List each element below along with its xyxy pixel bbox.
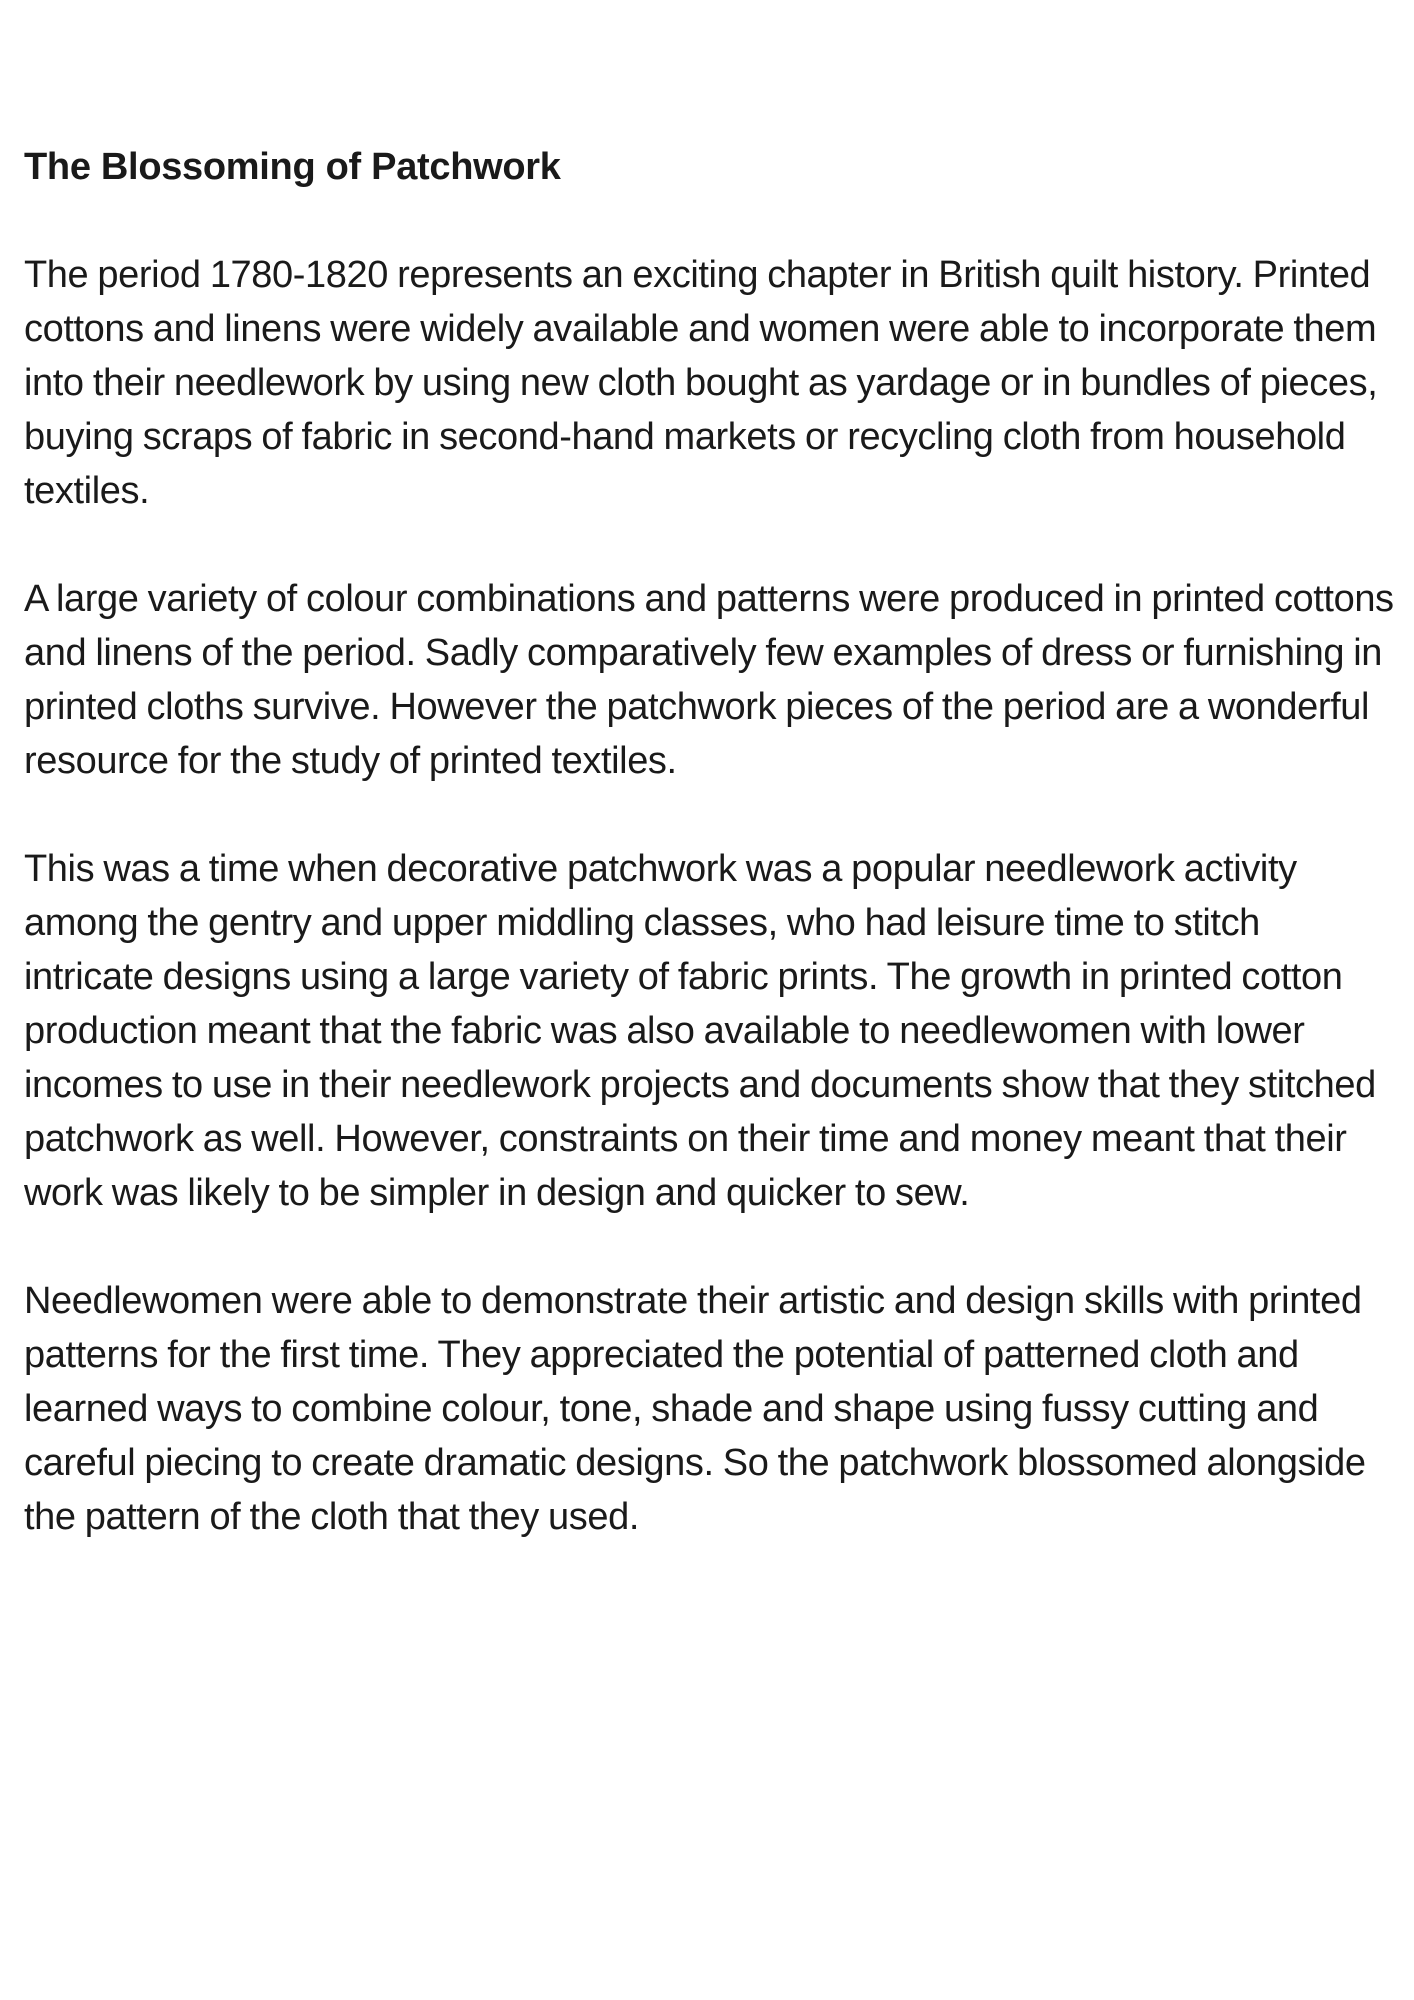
paragraph-3: This was a time when decorative patchwork was a popular needlework activity among the gentry and upper middling classes, who had leisure time to stitch intricate designs using a large variety of fabric prints. The growth in printed cotton production meant that the fabric was also available to needlewomen with lower incomes to use in their needlework projects and documents show that they stitched patchwork as well. However, constraints on their time and money meant that their work was likely to be simpler in design and quicker to sew.	[24, 848, 1376, 1214]
document-title: The Blossoming of Patchwork	[24, 146, 561, 188]
paragraph-1: The period 1780-1820 represents an exciting chapter in British quilt history. Printed cottons and linens were widely available and women were able to incorporate them into their needlework by using new cloth bought as yardage or in bundles of pieces, buying scraps of fabric in second-hand markets or recycling cloth from household textiles.	[24, 254, 1378, 512]
paragraph-2: A large variety of colour combinations and patterns were produced in printed cottons and linens of the period. Sadly comparatively few examples of dress or furnishing in printed cloths survive. However the patchwork pieces of the period are a wonderful resource for the study of printed textiles.	[24, 578, 1394, 782]
document-page	[24, 140, 1394, 1544]
paragraph-4: Needlewomen were able to demonstrate their artistic and design skills with printed patterns for the first time. They appreciated the potential of patterned cloth and learned ways to combine colour, tone, shade and shape using fussy cutting and careful piecing to create dramatic designs. So the patchwork blossomed alongside the pattern of the cloth that they used.	[24, 1280, 1366, 1538]
